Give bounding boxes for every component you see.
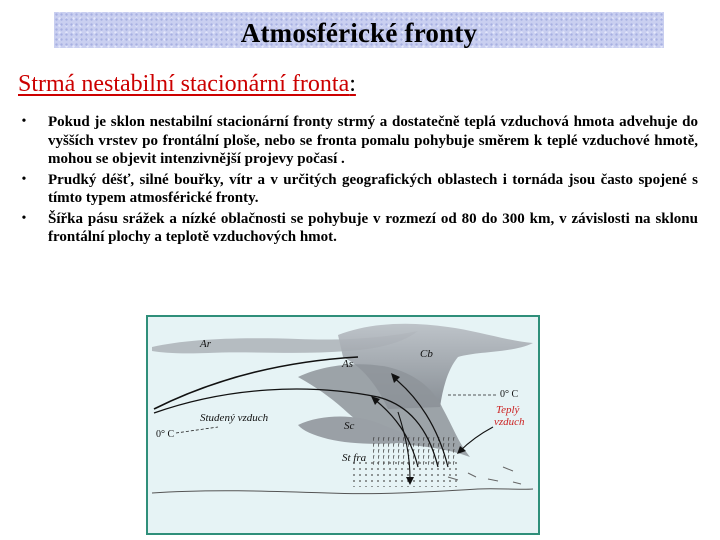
warm-inflow-arrow [460, 427, 493, 451]
bullet-list [18, 113, 698, 249]
ground-scatter [448, 467, 521, 484]
bullet-dot: • [21, 171, 27, 187]
drizzle-zone [353, 459, 458, 487]
subtitle-text: Strmá nestabilní stacionární fronta [18, 71, 350, 97]
section-subtitle [18, 70, 356, 98]
bullet-text: Prudký déšť, silné bouřky, vítr a v určitých geografických oblastech i tornáda jsou často spojené s tímto typem atmosférické fronty. [48, 171, 698, 206]
label-cold-air: Studený vzduch [200, 412, 269, 424]
label-zero-right: 0° C [500, 389, 519, 400]
zero-isotherm-left [176, 427, 218, 433]
label-st-fra: St fra [342, 452, 367, 464]
label-warm-air-2: vzduch [494, 416, 525, 428]
bullet-dot: • [21, 210, 27, 226]
front-diagram-svg [148, 317, 538, 533]
label-as: As [342, 358, 353, 370]
label-ar: Ar [200, 338, 211, 350]
bullet-dot: • [21, 114, 27, 129]
front-diagram [146, 315, 540, 535]
ground-line [152, 489, 533, 494]
list-item [18, 113, 698, 169]
bullet-text: Pokud je sklon nestabilní stacionární fronty strmý a dostatečně teplá vzduchová hmota advehuje do vyšších vrstev po frontální ploše, nebo se fronta pomalu pohybuje směrem k teplé vzduchové hmotě, mohou se objevit intenzivnější projevy počasí . [48, 114, 698, 167]
label-zero-left: 0° C [156, 429, 175, 440]
label-warm-air-1: Teplý [496, 404, 520, 416]
subtitle-colon: : [349, 71, 356, 97]
label-sc: Sc [344, 420, 355, 432]
title-bar [54, 12, 664, 48]
page-title: Atmosférické fronty [240, 18, 478, 48]
label-cb: Cb [420, 348, 433, 360]
list-item [18, 171, 698, 208]
bullet-text: Šířka pásu srážek a nízké oblačnosti se pohybuje v rozmezí od 80 do 300 km, v závislosti na sklonu frontální plochy a teplotě vzduchových hmot. [48, 210, 698, 245]
list-item [18, 210, 698, 247]
